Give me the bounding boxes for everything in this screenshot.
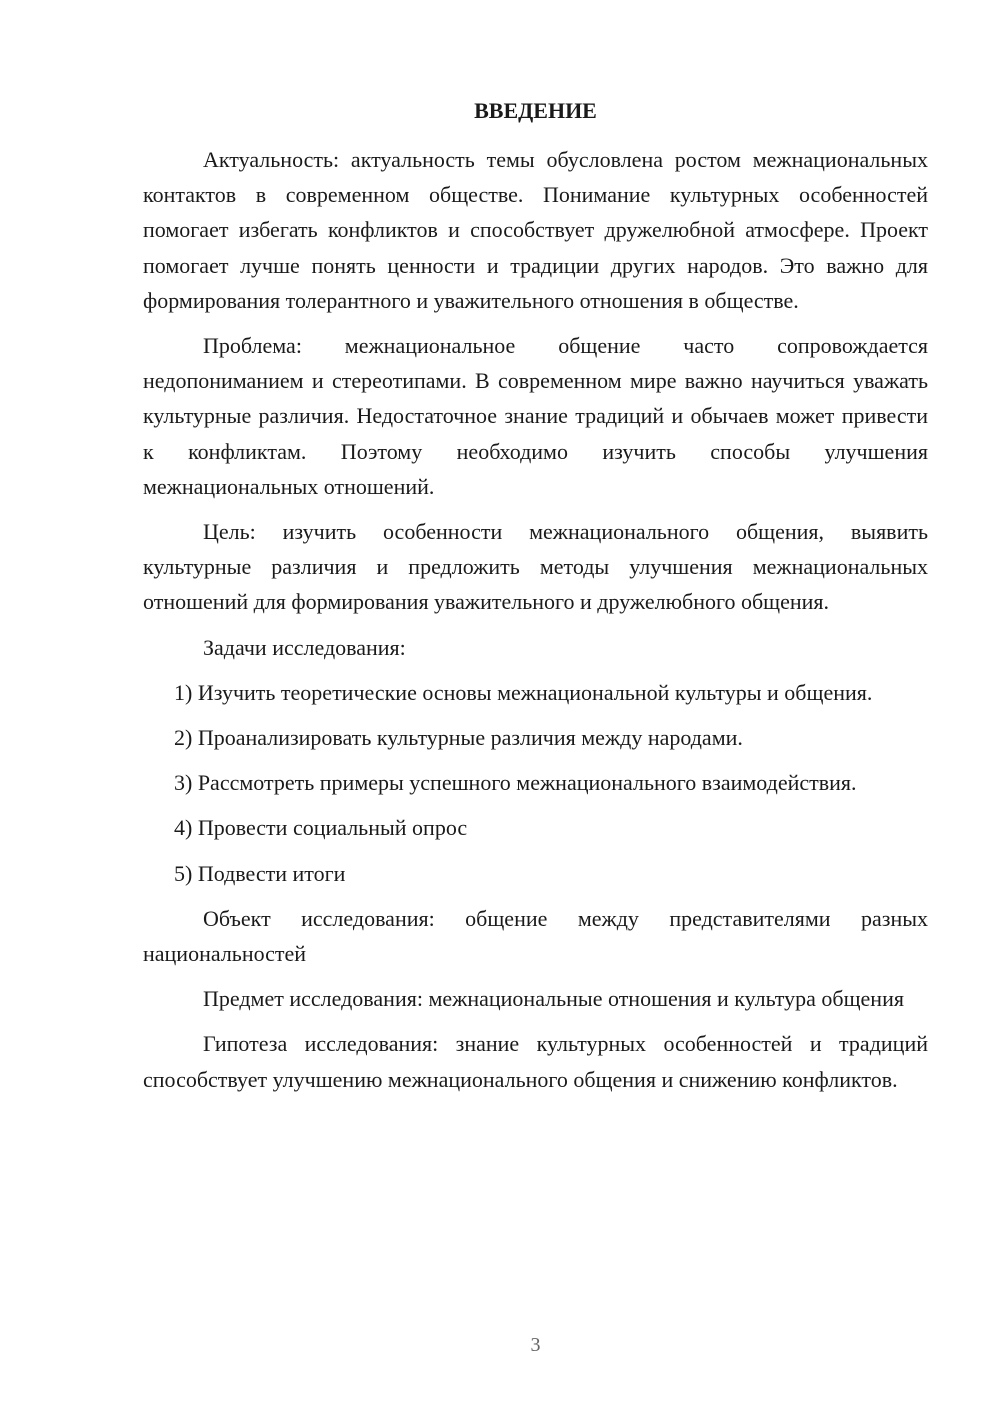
page-number: 3 [530,1334,541,1356]
task-item-4: 4) Провести социальный опрос [174,815,468,841]
section-title: ВВЕДЕНИЕ [474,98,597,123]
task-item-1: 1) Изучить теоретические основы межнациональной культуры и общения. [174,679,873,705]
task-item-5: 5) Подвести итоги [174,860,346,886]
task-item-3: 3) Рассмотреть примеры успешного межнационального взаимодействия. [174,770,857,796]
task-item-2: 2) Проанализировать культурные различия между народами. [174,725,743,751]
page-content [143,97,928,1107]
paragraph-object: Объект исследования: общение между представителями разных национальностей [143,905,928,967]
paragraph-relevance: Актуальность: актуальность темы обусловлена ростом межнациональных контактов в современном обществе. Понимание культурных особенностей помогает избегать конфликтов и способствует дружелюбной атмосфере. Проект помогает лучше понять ценности и традиции других народов. Это важно для формирования толерантного и уважительного отношения в обществе. [143,147,928,313]
paragraph-tasks-heading: Задачи исследования: [203,634,406,660]
paragraph-subject: Предмет исследования: межнациональные отношения и культура общения [203,986,904,1012]
paragraph-hypothesis: Гипотеза исследования: знание культурных особенностей и традиций способствует улучшению межнационального общения и снижению конфликтов. [143,1031,928,1092]
paragraph-problem: Проблема: межнациональное общение часто сопровождается недопониманием и стереотипами. В современном мире важно научиться уважать культурные различия. Недостаточное знание традиций и обычаев может привести к конфликтам. Поэтому необходимо изучить способы улучшения межнациональных отношений. [143,333,928,499]
paragraph-goal: Цель: изучить особенности межнационального общения, выявить культурные различия и предложить методы улучшения межнациональных отношений для формирования уважительного и дружелюбного общения. [143,519,928,615]
